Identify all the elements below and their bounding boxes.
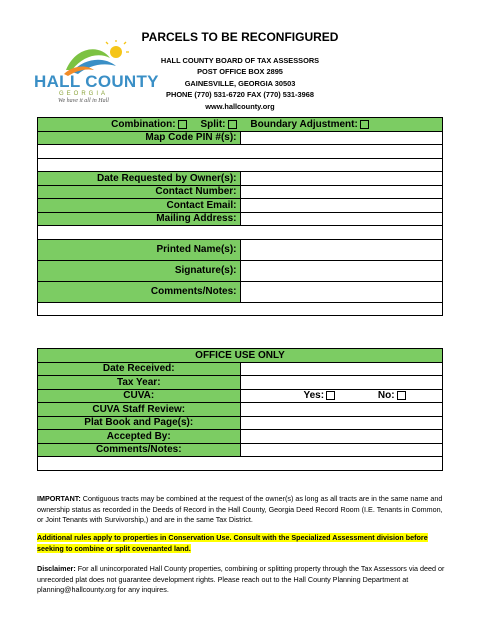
disclaimer-label: Disclaimer: (37, 564, 76, 573)
mailing-address-field[interactable] (240, 212, 443, 226)
cuva-no-label: No: (377, 390, 395, 402)
tax-year-field[interactable] (240, 376, 443, 390)
hall-county-logo (28, 40, 158, 108)
printed-name-label: Printed Name(s): (38, 239, 241, 260)
address-line: GAINESVILLE, GEORGIA 30503 (184, 78, 296, 88)
address-line: HALL COUNTY BOARD OF TAX ASSESSORS (160, 56, 320, 65)
conservation-use-note (37, 533, 447, 554)
accepted-by-field[interactable] (240, 430, 443, 444)
office-use-form (37, 348, 443, 471)
mailing-address-label: Mailing Address: (38, 212, 241, 226)
combination-label: Combination: (111, 118, 176, 130)
disclaimer-text: For all unincorporated Hall County properties, combining or splitting property through the Tax Assessors via deed or unrecorded plat does not guarantee development rights. Please reach out to the Hall County Planning Department at planning@hallcounty.org for any inquires. (37, 564, 445, 595)
map-code-field-extra[interactable] (38, 158, 443, 172)
printed-name-field[interactable] (240, 239, 443, 260)
cuva-staff-review-field[interactable] (240, 403, 443, 417)
contact-number-field[interactable] (240, 185, 443, 199)
date-requested-field[interactable] (240, 172, 443, 186)
mailing-address-field-extra[interactable] (38, 226, 443, 240)
office-comments-field-extra[interactable] (38, 457, 443, 471)
split-label: Split: (200, 118, 226, 130)
map-code-field-extra[interactable] (38, 145, 443, 159)
conservation-use-highlight: Additional rules apply to properties in Conservation Use. Consult with the Specialized Assessment division before seeking to combine or split covenanted land. (37, 533, 428, 553)
cuva-label: CUVA: (38, 389, 241, 403)
cuva-no-checkbox[interactable] (397, 391, 406, 400)
important-text: Contiguous tracts may be combined at the request of the owner(s) as long as all tracts are in the same name and ownership status as recorded in the Deeds of Record in the Hall County, Georgia Deed Record Room (I.E. Tenants in Common, or Joint Tenants with Survivorship,) and are in the same Tax District. (37, 494, 443, 525)
cuva-yes-checkbox[interactable] (326, 391, 335, 400)
cuva-staff-review-label: CUVA Staff Review: (38, 403, 241, 417)
plat-book-label: Plat Book and Page(s): (38, 416, 241, 430)
contact-number-label: Contact Number: (38, 185, 241, 199)
cuva-options (240, 389, 443, 403)
map-code-label: Map Code PIN #(s): (38, 131, 241, 145)
request-form (37, 117, 443, 316)
logo-state: GEORGIA (59, 91, 109, 97)
office-comments-field[interactable] (240, 443, 443, 457)
signature-field[interactable] (240, 260, 443, 281)
date-received-field[interactable] (240, 362, 443, 376)
request-type-row (38, 118, 443, 132)
disclaimer-note (37, 564, 447, 596)
important-label: IMPORTANT: (37, 494, 81, 503)
comments-field-extra[interactable] (38, 302, 443, 316)
accepted-by-label: Accepted By: (38, 430, 241, 444)
comments-field[interactable] (240, 281, 443, 302)
document-title: PARCELS TO BE RECONFIGURED (141, 30, 339, 44)
logo-tagline: We have it all in Hall (58, 98, 109, 104)
signature-label: Signature(s): (38, 260, 241, 281)
important-note (37, 494, 447, 526)
tax-year-label: Tax Year: (38, 376, 241, 390)
cuva-yes-label: Yes: (303, 390, 325, 402)
office-address-block (150, 55, 330, 112)
date-received-label: Date Received: (38, 362, 241, 376)
comments-label: Comments/Notes: (38, 281, 241, 302)
date-requested-label: Date Requested by Owner(s): (38, 172, 241, 186)
website-link[interactable]: www.hallcounty.org (205, 101, 275, 111)
address-line: POST OFFICE BOX 2895 (197, 67, 283, 77)
contact-email-label: Contact Email: (38, 199, 241, 213)
boundary-adjustment-checkbox[interactable] (360, 120, 369, 129)
plat-book-field[interactable] (240, 416, 443, 430)
map-code-field[interactable] (240, 131, 443, 145)
combination-checkbox[interactable] (178, 120, 187, 129)
boundary-adjustment-label: Boundary Adjustment: (250, 118, 358, 130)
office-use-header: OFFICE USE ONLY (38, 349, 443, 363)
logo-county-name: HALL COUNTY (34, 72, 159, 91)
office-comments-label: Comments/Notes: (38, 443, 241, 457)
address-line: PHONE (770) 531-6720 FAX (770) 531-3968 (166, 90, 314, 100)
contact-email-field[interactable] (240, 199, 443, 213)
split-checkbox[interactable] (228, 120, 237, 129)
